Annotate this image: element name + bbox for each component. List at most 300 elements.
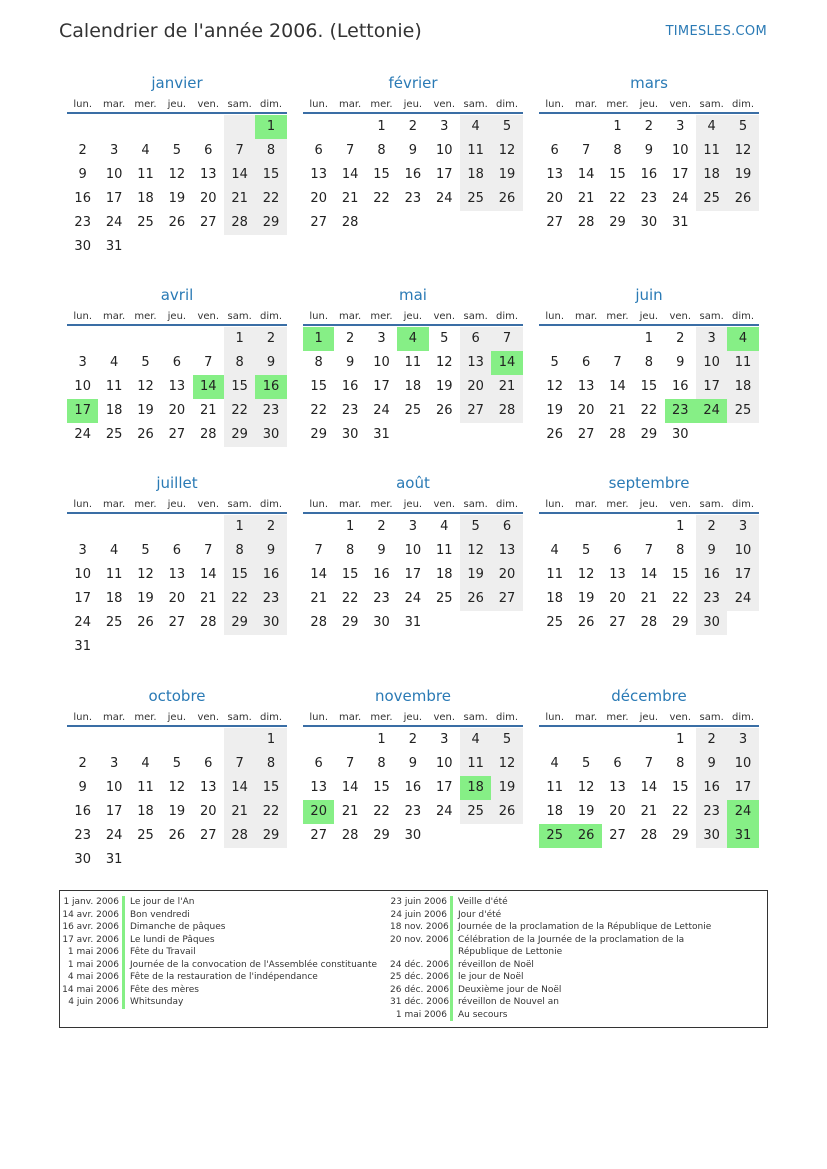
day-cell: 20 (491, 563, 522, 587)
week-row (67, 399, 287, 423)
day-cell: 24 (671, 191, 689, 206)
day-cell: 3 (727, 728, 758, 752)
day-cell: 1 (613, 119, 622, 134)
day-cell: 23 (696, 800, 727, 824)
day-cell: 19 (137, 403, 154, 418)
empty-cell (130, 635, 161, 659)
day-cell: 23 (255, 587, 286, 611)
legend-color-marker (450, 909, 453, 922)
weekday-label: dim. (496, 311, 519, 322)
day-cell: 12 (546, 379, 563, 394)
day-cell: 28 (199, 427, 217, 442)
month-10 (67, 685, 287, 872)
weekday-header (67, 711, 287, 727)
day-cell: 18 (460, 776, 491, 800)
empty-cell (193, 327, 224, 351)
day-cell: 9 (696, 752, 727, 776)
empty-cell (67, 327, 98, 351)
month-name: mai (399, 286, 427, 304)
weekday-label: mar. (102, 499, 126, 510)
week-row (303, 351, 523, 375)
empty-cell (98, 635, 129, 659)
empty-cell (491, 824, 522, 848)
day-cell: 5 (440, 331, 449, 346)
day-cell: 16 (696, 563, 727, 587)
day-cell: 29 (224, 423, 255, 447)
empty-cell (491, 423, 522, 447)
day-cell: 22 (255, 187, 286, 211)
weekday-label: sam. (227, 99, 252, 110)
day-cell: 5 (141, 355, 150, 370)
weekday-header (67, 310, 287, 326)
empty-cell (539, 115, 570, 139)
week-row (67, 635, 287, 659)
day-cell: 4 (109, 355, 119, 370)
week-row (303, 115, 523, 139)
day-cell: 11 (105, 567, 123, 582)
day-cell: 14 (640, 780, 658, 795)
empty-cell (193, 235, 224, 259)
legend-item (390, 934, 711, 947)
day-cell: 18 (105, 403, 123, 418)
empty-cell (161, 848, 192, 872)
day-cell: 5 (460, 515, 491, 539)
day-cell: 3 (109, 756, 119, 771)
day-cell: 13 (577, 379, 595, 394)
day-cell: 8 (255, 752, 286, 776)
weekday-label: jeu. (403, 712, 423, 723)
legend-date: 14 mai 2006 (62, 984, 119, 995)
day-cell: 5 (581, 543, 591, 558)
day-cell: 6 (314, 143, 323, 158)
day-cell: 13 (546, 167, 563, 182)
empty-cell (602, 327, 633, 351)
day-cell: 24 (105, 828, 123, 843)
day-cell: 21 (199, 403, 217, 418)
day-cell: 24 (74, 615, 91, 630)
empty-cell (161, 235, 192, 259)
day-cell: 1 (377, 119, 386, 134)
day-cell: 30 (404, 828, 422, 843)
legend-item (62, 971, 377, 984)
week-row (303, 728, 523, 752)
weekday-label: dim. (732, 499, 755, 510)
month-days (67, 728, 287, 872)
empty-cell (193, 515, 224, 539)
day-cell: 31 (74, 639, 91, 654)
day-cell: 13 (460, 351, 491, 375)
month-1 (67, 72, 287, 259)
weekday-header (539, 98, 759, 114)
day-cell: 2 (696, 728, 727, 752)
weekday-label: dim. (260, 499, 283, 510)
day-cell: 13 (199, 167, 217, 182)
day-cell: 7 (204, 355, 213, 370)
day-cell: 22 (373, 804, 390, 819)
empty-cell (161, 515, 192, 539)
day-cell: 26 (491, 187, 522, 211)
day-cell: 8 (676, 756, 685, 771)
legend-date: 1 janv. 2006 (63, 897, 119, 907)
week-row (67, 587, 287, 611)
day-cell: 26 (168, 215, 186, 230)
day-cell: 29 (224, 611, 255, 635)
day-cell: 4 (550, 543, 559, 558)
day-cell: 3 (78, 543, 87, 558)
day-cell: 19 (491, 163, 522, 187)
day-cell: 19 (137, 591, 154, 606)
day-cell: 15 (310, 379, 327, 394)
day-cell: 1 (377, 732, 386, 747)
day-cell: 20 (460, 375, 491, 399)
legend-color-marker (450, 896, 453, 909)
day-cell: 8 (224, 539, 255, 563)
day-cell: 30 (74, 239, 91, 254)
weekday-label: lun. (545, 712, 565, 723)
day-cell: 9 (78, 780, 87, 795)
day-cell: 12 (137, 567, 154, 582)
weekday-label: jeu. (167, 99, 187, 110)
month-days (67, 115, 287, 259)
day-cell: 15 (671, 567, 689, 582)
day-cell: 17 (67, 399, 98, 423)
day-cell: 19 (168, 191, 186, 206)
day-cell: 27 (168, 427, 186, 442)
day-cell: 28 (609, 427, 626, 442)
day-cell: 10 (727, 539, 758, 563)
legend-item (390, 1009, 711, 1022)
day-cell: 3 (440, 732, 449, 747)
weekday-label: lun. (73, 311, 93, 322)
day-cell: 14 (341, 780, 359, 795)
weekday-label: mar. (338, 99, 362, 110)
day-cell: 18 (727, 375, 758, 399)
day-cell: 14 (577, 167, 595, 182)
month-name: avril (160, 286, 194, 304)
day-cell: 14 (199, 567, 217, 582)
day-cell: 16 (341, 379, 359, 394)
week-row (67, 351, 287, 375)
day-cell: 25 (137, 215, 154, 230)
day-cell: 17 (435, 167, 453, 182)
weekday-label: sam. (463, 99, 488, 110)
legend-date: 24 juin 2006 (390, 909, 447, 920)
month-days (303, 515, 523, 635)
day-cell: 2 (696, 515, 727, 539)
day-cell: 1 (255, 728, 286, 752)
empty-cell (161, 327, 192, 351)
empty-cell (98, 728, 129, 752)
day-cell: 6 (581, 355, 591, 370)
legend-date: 24 déc. 2006 (390, 959, 450, 970)
week-row (539, 824, 759, 848)
day-cell: 17 (727, 776, 758, 800)
day-cell: 1 (676, 519, 685, 534)
day-cell: 4 (440, 519, 449, 534)
weekday-label: mar. (102, 712, 126, 723)
day-cell: 18 (435, 567, 453, 582)
empty-cell (161, 115, 192, 139)
day-cell: 7 (314, 543, 323, 558)
day-cell: 16 (404, 167, 422, 182)
empty-cell (303, 728, 334, 752)
day-cell: 15 (373, 780, 390, 795)
week-row (303, 776, 523, 800)
month-2 (303, 72, 523, 235)
day-cell: 13 (168, 567, 186, 582)
day-cell: 17 (435, 780, 453, 795)
weekday-label: mar. (338, 499, 362, 510)
empty-cell (303, 515, 334, 539)
day-cell: 22 (341, 591, 359, 606)
empty-cell (429, 423, 460, 447)
day-cell: 28 (224, 824, 255, 848)
day-cell: 22 (373, 191, 390, 206)
empty-cell (460, 824, 491, 848)
weekday-label: jeu. (167, 499, 187, 510)
day-cell: 15 (373, 167, 390, 182)
month-name: juillet (156, 474, 198, 492)
day-cell: 4 (141, 143, 150, 158)
day-cell: 11 (460, 139, 491, 163)
empty-cell (67, 728, 98, 752)
day-cell: 30 (341, 427, 359, 442)
day-cell: 15 (609, 167, 626, 182)
day-cell: 26 (137, 615, 154, 630)
day-cell: 12 (577, 567, 595, 582)
day-cell: 16 (74, 191, 91, 206)
legend-item (62, 896, 377, 909)
empty-cell (255, 848, 286, 872)
day-cell: 21 (609, 403, 626, 418)
day-cell: 1 (224, 515, 255, 539)
day-cell: 26 (546, 427, 563, 442)
month-9 (539, 472, 759, 635)
day-cell: 20 (168, 591, 186, 606)
day-cell: 23 (640, 191, 658, 206)
day-cell: 11 (404, 355, 422, 370)
day-cell: 31 (671, 215, 689, 230)
legend-item (62, 921, 377, 934)
weekday-label: lun. (309, 311, 329, 322)
day-cell: 21 (224, 800, 255, 824)
day-cell: 12 (491, 139, 522, 163)
day-cell: 7 (491, 327, 522, 351)
day-cell: 20 (303, 800, 334, 824)
weekday-label: sam. (227, 712, 252, 723)
legend-item (390, 984, 711, 997)
day-cell: 30 (696, 824, 727, 848)
day-cell: 25 (435, 591, 453, 606)
day-cell: 24 (435, 804, 453, 819)
weekday-label: ven. (433, 712, 456, 723)
day-cell: 25 (539, 824, 570, 848)
day-cell: 24 (696, 399, 727, 423)
empty-cell (539, 728, 570, 752)
day-cell: 6 (613, 756, 622, 771)
day-cell: 9 (644, 143, 653, 158)
day-cell: 10 (404, 543, 422, 558)
legend-color-marker (122, 921, 125, 934)
day-cell: 10 (373, 355, 390, 370)
legend-color-marker (122, 971, 125, 984)
empty-cell (727, 611, 758, 635)
day-cell: 11 (546, 567, 563, 582)
day-cell: 7 (224, 139, 255, 163)
day-cell: 20 (546, 191, 563, 206)
day-cell: 30 (255, 611, 286, 635)
day-cell: 3 (377, 331, 386, 346)
weekday-label: jeu. (639, 712, 659, 723)
day-cell: 25 (727, 399, 758, 423)
weekday-label: ven. (669, 311, 692, 322)
weekday-label: jeu. (403, 311, 423, 322)
empty-cell (130, 515, 161, 539)
week-row (67, 611, 287, 635)
day-cell: 7 (345, 143, 355, 158)
month-3 (539, 72, 759, 235)
day-cell: 2 (408, 732, 417, 747)
day-cell: 10 (105, 167, 123, 182)
day-cell: 9 (696, 539, 727, 563)
day-cell: 13 (609, 567, 626, 582)
day-cell: 22 (640, 403, 658, 418)
day-cell: 14 (224, 163, 255, 187)
empty-cell (491, 611, 522, 635)
week-row (67, 515, 287, 539)
day-cell: 10 (105, 780, 123, 795)
weekday-label: dim. (496, 712, 519, 723)
day-cell: 6 (172, 543, 181, 558)
day-cell: 27 (577, 427, 595, 442)
day-cell: 9 (408, 756, 417, 771)
week-row (67, 563, 287, 587)
legend-color-marker (122, 946, 125, 959)
day-cell: 13 (491, 539, 522, 563)
day-cell: 8 (644, 355, 653, 370)
day-cell: 25 (696, 187, 727, 211)
weekday-header (303, 310, 523, 326)
day-cell: 25 (105, 615, 123, 630)
day-cell: 20 (577, 403, 595, 418)
day-cell: 8 (377, 756, 386, 771)
weekday-label: mar. (338, 311, 362, 322)
legend-color-marker (450, 934, 453, 947)
empty-cell (429, 611, 460, 635)
legend-color-marker (450, 959, 453, 972)
day-cell: 3 (408, 519, 417, 534)
day-cell: 4 (141, 756, 150, 771)
day-cell: 6 (314, 756, 323, 771)
empty-cell (193, 115, 224, 139)
week-row (539, 776, 759, 800)
brand-link[interactable]: TIMESLES.COM (665, 24, 767, 39)
empty-cell (602, 728, 633, 752)
week-row (303, 611, 523, 635)
day-cell: 20 (310, 191, 327, 206)
week-row (67, 187, 287, 211)
week-row (539, 800, 759, 824)
weekday-label: jeu. (167, 712, 187, 723)
legend-date: 23 juin 2006 (390, 897, 447, 907)
empty-cell (224, 235, 255, 259)
week-row (539, 327, 759, 351)
month-days (303, 327, 523, 447)
legend-color-marker (450, 971, 453, 984)
weekday-label: sam. (463, 712, 488, 723)
day-cell: 7 (644, 756, 653, 771)
day-cell: 22 (224, 399, 255, 423)
weekday-label: lun. (545, 99, 565, 110)
legend-item (390, 909, 711, 922)
day-cell: 1 (255, 115, 286, 139)
day-cell: 15 (224, 375, 255, 399)
day-cell: 24 (727, 587, 758, 611)
month-days (67, 327, 287, 447)
weekday-header (539, 711, 759, 727)
week-row (303, 139, 523, 163)
day-cell: 16 (74, 804, 91, 819)
legend-color-marker (122, 959, 125, 972)
day-cell: 23 (255, 399, 286, 423)
week-row (303, 539, 523, 563)
day-cell: 28 (640, 615, 658, 630)
week-row (67, 824, 287, 848)
day-cell: 6 (204, 143, 213, 158)
empty-cell (224, 115, 255, 139)
day-cell: 9 (78, 167, 87, 182)
day-cell: 8 (345, 543, 355, 558)
day-cell: 16 (255, 375, 286, 399)
day-cell: 15 (255, 163, 286, 187)
day-cell: 7 (644, 543, 653, 558)
weekday-label: lun. (309, 499, 329, 510)
day-cell: 17 (727, 563, 758, 587)
day-cell: 22 (224, 587, 255, 611)
day-cell: 26 (137, 427, 154, 442)
week-row (67, 375, 287, 399)
day-cell: 24 (404, 591, 422, 606)
day-cell: 7 (345, 756, 355, 771)
weekday-label: mer. (606, 712, 629, 723)
legend-name: Journée de la proclamation de la République de Lettonie (458, 922, 712, 932)
day-cell: 4 (109, 543, 119, 558)
week-row (67, 728, 287, 752)
day-cell: 5 (581, 756, 591, 771)
month-days (539, 728, 759, 848)
weekday-label: lun. (309, 712, 329, 723)
weekday-label: mer. (606, 99, 629, 110)
week-row (539, 163, 759, 187)
day-cell: 13 (609, 780, 626, 795)
day-cell: 1 (345, 519, 355, 534)
day-cell: 29 (310, 427, 327, 442)
day-cell: 12 (435, 355, 453, 370)
week-row (303, 752, 523, 776)
day-cell: 4 (397, 327, 428, 351)
month-6 (539, 284, 759, 447)
day-cell: 7 (613, 355, 622, 370)
week-row (539, 399, 759, 423)
day-cell: 9 (408, 143, 417, 158)
day-cell: 2 (676, 331, 685, 346)
day-cell: 21 (310, 591, 327, 606)
legend-item (390, 996, 711, 1009)
legend-item (390, 946, 711, 959)
empty-cell (161, 728, 192, 752)
empty-cell (696, 211, 727, 235)
day-cell: 7 (204, 543, 213, 558)
